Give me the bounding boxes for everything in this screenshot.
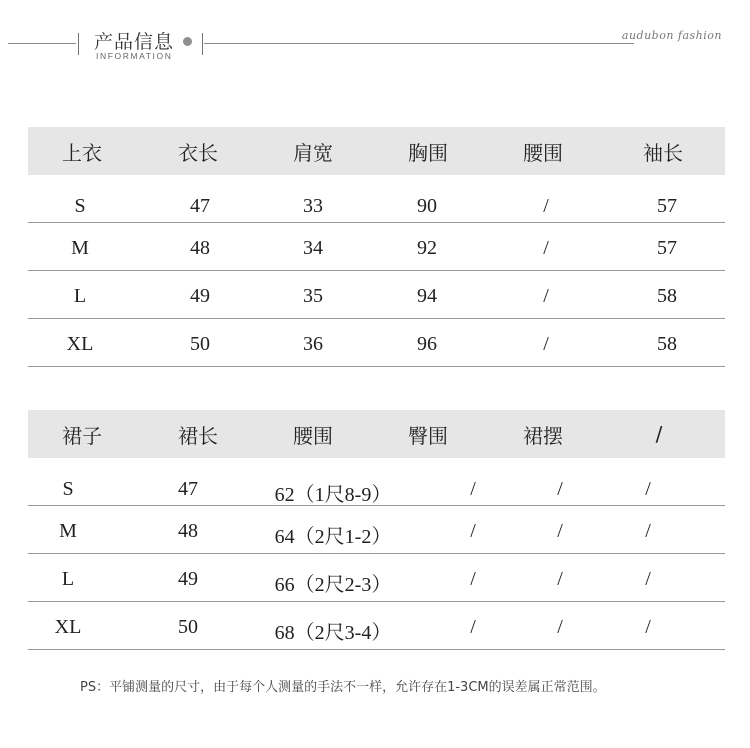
table-cell: 50 <box>190 333 210 355</box>
table-cell: 50 <box>178 616 198 638</box>
table-cell: 66（2尺2-3） <box>274 574 392 596</box>
header-cell: 臀围 <box>408 423 448 448</box>
table-cell: 49 <box>190 285 210 307</box>
table-cell: 68（2尺3-4） <box>274 622 392 644</box>
table-cell: 90 <box>417 195 437 217</box>
table-cell: 49 <box>178 568 198 590</box>
header-line-left <box>8 43 76 44</box>
table-cell: 57 <box>657 237 677 259</box>
table-cell: 34 <box>303 237 323 259</box>
top-size-table <box>28 127 725 367</box>
header-cell: 裙长 <box>178 423 218 448</box>
table-row <box>28 223 725 271</box>
table-cell: / <box>645 520 651 542</box>
table-cell: 62（1尺8-9） <box>274 484 392 506</box>
table-row <box>28 554 725 602</box>
header-line-right <box>204 43 634 44</box>
header-cell: 腰围 <box>523 140 563 165</box>
header-cell: 裙摆 <box>523 423 563 448</box>
table-cell: / <box>645 616 651 638</box>
table-row <box>28 602 725 650</box>
table-cell: 47 <box>178 478 198 500</box>
table-cell: 96 <box>417 333 437 355</box>
header-tick-right <box>202 33 203 55</box>
table-header <box>28 410 725 458</box>
header-cell: 腰围 <box>293 423 333 448</box>
table-cell: S <box>74 195 86 217</box>
table-cell: / <box>543 285 549 307</box>
table-cell: / <box>557 616 563 638</box>
header-cell: 胸围 <box>408 140 448 165</box>
page-subtitle: INFORMATION <box>96 51 173 61</box>
table-cell: XL <box>66 333 94 355</box>
table-cell: / <box>543 333 549 355</box>
table-cell: 58 <box>657 285 677 307</box>
table-cell: / <box>557 568 563 590</box>
table-row <box>28 175 725 223</box>
table-cell: 94 <box>417 285 437 307</box>
table-cell: / <box>470 568 476 590</box>
table-cell: / <box>557 478 563 500</box>
table-cell: M <box>59 520 77 542</box>
table-cell: 57 <box>657 195 677 217</box>
table-cell: L <box>61 568 75 590</box>
header-cell: 衣长 <box>178 140 218 165</box>
page-title: 产品信息 <box>94 31 175 53</box>
table-cell: / <box>645 568 651 590</box>
table-cell: 47 <box>190 195 210 217</box>
table-row <box>28 506 725 554</box>
table-cell: 48 <box>178 520 198 542</box>
footnote: PS：平铺测量的尺寸，由于每个人测量的手法不一样，允许存在1-3CM的误差属正常范围。 <box>80 680 606 695</box>
header-cell: 上衣 <box>62 140 102 165</box>
table-cell: 58 <box>657 333 677 355</box>
table-cell: L <box>73 285 87 307</box>
table-header <box>28 127 725 175</box>
table-cell: / <box>470 520 476 542</box>
table-cell: / <box>557 520 563 542</box>
header-cell: 袖长 <box>643 140 683 165</box>
table-cell: 92 <box>417 237 437 259</box>
table-row <box>28 458 725 506</box>
table-row <box>28 271 725 319</box>
header-cell: 肩宽 <box>293 140 333 165</box>
header-dot-icon <box>183 37 192 46</box>
brand-logo: audubon fashion <box>621 29 722 42</box>
table-cell: 33 <box>303 195 323 217</box>
table-cell: M <box>71 237 89 259</box>
table-cell: 36 <box>303 333 323 355</box>
skirt-size-table <box>28 410 725 650</box>
table-cell: / <box>543 195 549 217</box>
header-cell: / <box>655 422 663 446</box>
table-cell: / <box>645 478 651 500</box>
table-cell: / <box>470 478 476 500</box>
table-cell: 35 <box>303 285 323 307</box>
table-cell: / <box>470 616 476 638</box>
header-tick-left <box>78 33 79 55</box>
table-cell: 64（2尺1-2） <box>274 526 392 548</box>
table-cell: 48 <box>190 237 210 259</box>
header-cell: 裙子 <box>62 423 102 448</box>
table-cell: / <box>543 237 549 259</box>
table-cell: S <box>62 478 74 500</box>
table-cell: XL <box>54 616 82 638</box>
table-row <box>28 319 725 367</box>
